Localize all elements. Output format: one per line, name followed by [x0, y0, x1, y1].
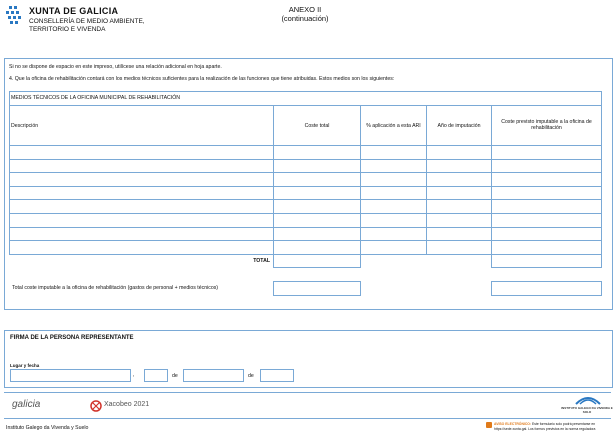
total-imputable-label: Total coste imputable a la oficina de rehabilitación (gastos de personal + medios técnicos) [12, 285, 219, 291]
row-imputable-input[interactable] [491, 227, 602, 242]
de-label-2: de [248, 373, 254, 379]
month-input[interactable] [183, 369, 244, 382]
total-imputable-cost-input[interactable] [273, 281, 361, 296]
intro-note: Si no se dispone de espacio en este impreso, utilícese una relación adicional en hoja aparte. [9, 64, 222, 70]
org-name: XUNTA DE GALICIA [29, 6, 119, 16]
row-cost-input[interactable] [273, 186, 361, 201]
place-date-label: Lugar y fecha [10, 363, 40, 368]
year-input[interactable] [260, 369, 294, 382]
row-pct-input[interactable] [360, 227, 427, 242]
row-pct-input[interactable] [360, 186, 427, 201]
row-cost-input[interactable] [273, 199, 361, 214]
row-year-input[interactable] [426, 213, 492, 228]
row-year-input[interactable] [426, 240, 492, 255]
row-year-input[interactable] [426, 145, 492, 160]
row-desc-input[interactable] [9, 186, 274, 201]
row-year-input[interactable] [426, 159, 492, 174]
notice-title: AVISO ELECTRÓNICO: [494, 422, 532, 426]
row-desc-input[interactable] [9, 199, 274, 214]
row-imputable-input[interactable] [491, 199, 602, 214]
total-cost-input[interactable] [273, 254, 361, 268]
instituto-name: Instituto Galego da Vivenda y Suelo [6, 425, 89, 431]
row-imputable-input[interactable] [491, 186, 602, 201]
row-pct-input[interactable] [360, 159, 427, 174]
de-label-1: de [172, 373, 178, 379]
row-imputable-input[interactable] [491, 240, 602, 255]
row-year-input[interactable] [426, 227, 492, 242]
row-pct-input[interactable] [360, 213, 427, 228]
notice-icon [486, 422, 492, 428]
total-imputable-final-input[interactable] [491, 281, 602, 296]
row-desc-input[interactable] [9, 227, 274, 242]
signature-title: FIRMA DE LA PERSONA REPRESENTANTE [10, 335, 134, 341]
row-cost-input[interactable] [273, 227, 361, 242]
row-imputable-input[interactable] [491, 213, 602, 228]
row-desc-input[interactable] [9, 240, 274, 255]
table-title: MEDIOS TÉCNICOS DE LA OFICINA MUNICIPAL DE REHABILITACIÓN [11, 95, 181, 101]
notice-line2: https://sede.xunta.gal. Los formos previstos en la norma reguladora [494, 426, 596, 431]
row-year-input[interactable] [426, 172, 492, 187]
col-year-label: Año de imputación [437, 123, 481, 129]
total-label: TOTAL [253, 258, 270, 264]
galicia-logo: galicia [12, 399, 41, 410]
row-desc-input[interactable] [9, 145, 274, 160]
notice-block [494, 422, 612, 431]
row-imputable-input[interactable] [491, 172, 602, 187]
row-desc-input[interactable] [9, 172, 274, 187]
row-cost-input[interactable] [273, 172, 361, 187]
row-imputable-input[interactable] [491, 159, 602, 174]
xacobeo-icon [90, 399, 102, 411]
row-cost-input[interactable] [273, 240, 361, 255]
total-imputable-input[interactable] [491, 254, 602, 268]
xunta-logo-icon [5, 5, 23, 29]
col-imputable-label: Coste previsto imputable a la oficina de rehabilitación [501, 119, 592, 132]
xacobeo-logo: Xacobeo 2021 [104, 401, 150, 408]
row-year-input[interactable] [426, 186, 492, 201]
instituto-logo-text: INSTITUTO GALEGO DA VIVENDA E SOLO [561, 406, 613, 414]
row-imputable-input[interactable] [491, 145, 602, 160]
row-pct-input[interactable] [360, 199, 427, 214]
annex-title: ANEXO II [288, 5, 322, 14]
row-cost-input[interactable] [273, 213, 361, 228]
col-desc-label: Descripción [11, 123, 39, 129]
row-cost-input[interactable] [273, 145, 361, 160]
notice-line1: Este formulario solo podrá presentarse en [532, 422, 596, 426]
row-year-input[interactable] [426, 199, 492, 214]
row-cost-input[interactable] [273, 159, 361, 174]
comma-label: , [133, 372, 135, 378]
instituto-logo-icon [575, 393, 601, 405]
col-pct-label: % aplicación a esta ARI [366, 123, 421, 129]
row-desc-input[interactable] [9, 213, 274, 228]
col-cost-label: Coste total [304, 123, 330, 129]
annex-sub: (continuación) [281, 14, 329, 23]
header-desc [9, 105, 274, 146]
dept-line1: CONSELLERÍA DE MEDIO AMBIENTE, [29, 18, 145, 25]
row-pct-input[interactable] [360, 145, 427, 160]
day-input[interactable] [144, 369, 168, 382]
row-desc-input[interactable] [9, 159, 274, 174]
place-input[interactable] [10, 369, 131, 382]
row-pct-input[interactable] [360, 240, 427, 255]
row-pct-input[interactable] [360, 172, 427, 187]
intro-point4: 4. Que la oficina de rehabilitación contará con los medios técnicos suficientes para la realización de las funciones que tiene atribuidas. Estos medios son los siguientes: [9, 76, 395, 82]
dept-line2: TERRITORIO E VIVENDA [29, 26, 106, 33]
